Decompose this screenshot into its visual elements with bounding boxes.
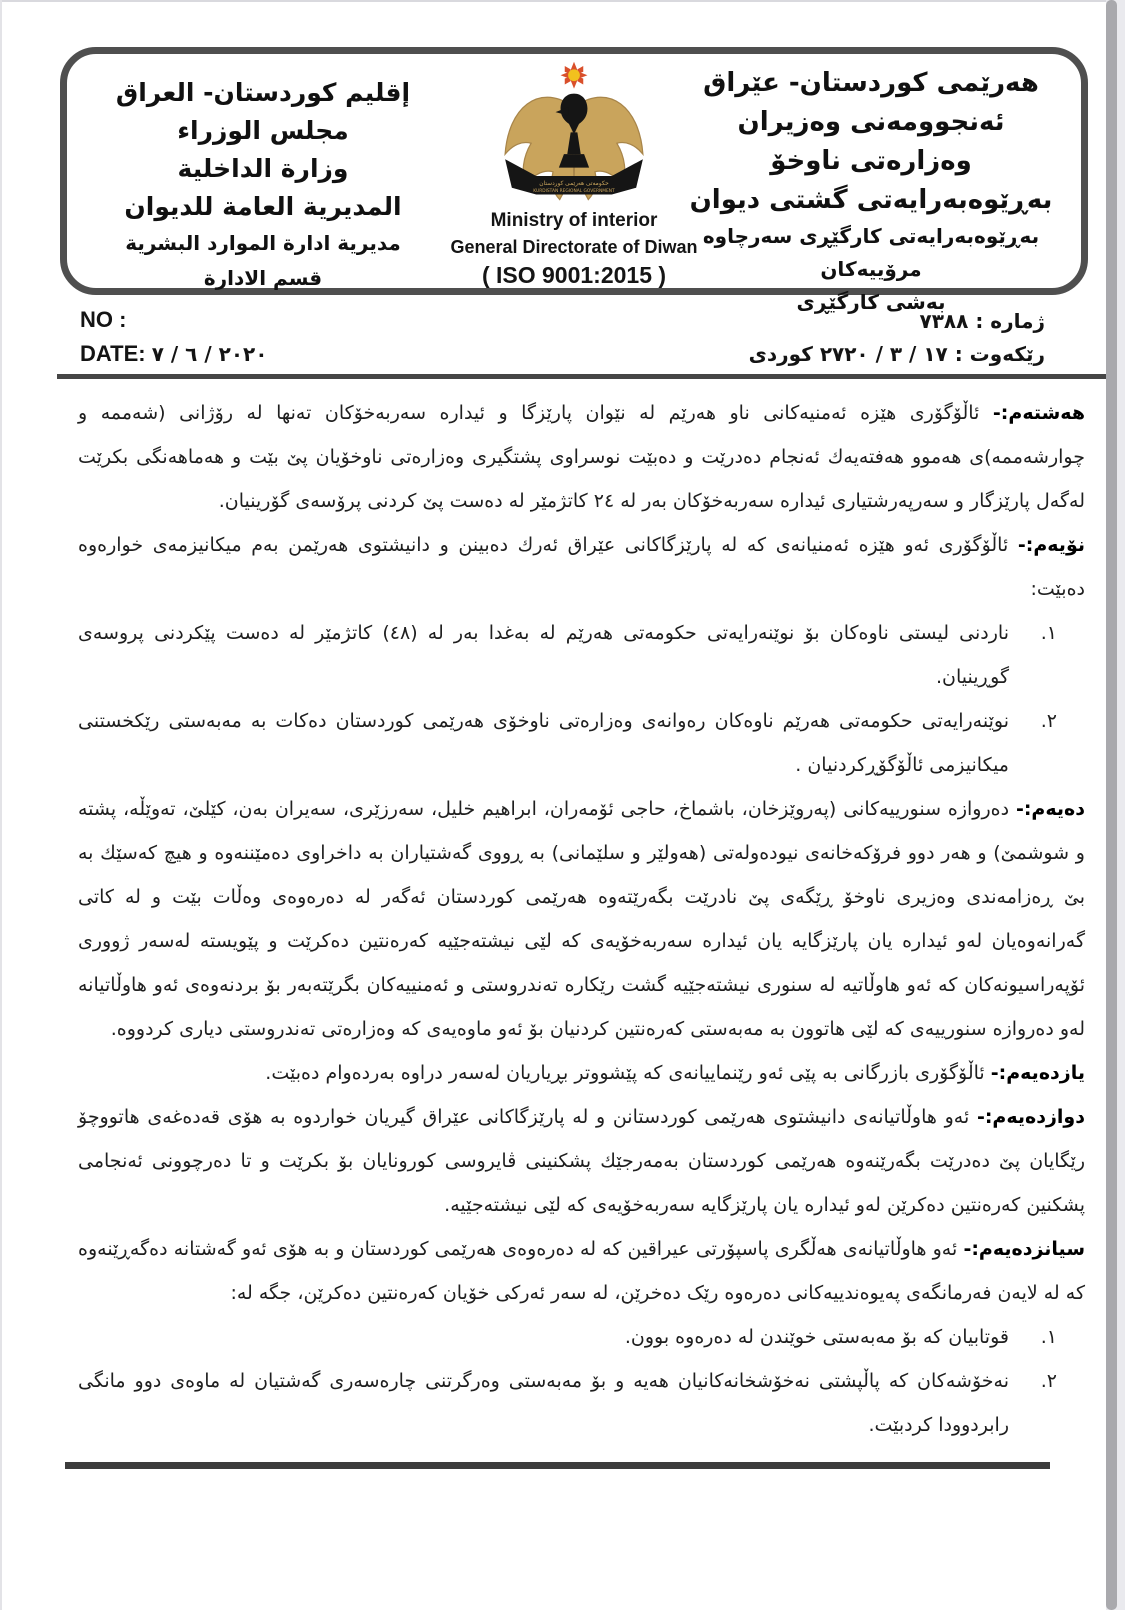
list-item-text: قوتابیان که بۆ مەبەستی خوێندن له دەرەوه بوون. — [624, 1326, 1009, 1348]
paragraph-lead: نۆیەم:- — [1017, 534, 1085, 556]
list-item-marker: ٢. — [1040, 710, 1057, 732]
body-list-item — [78, 699, 1085, 787]
kurdish-line: وەزارەتی ناوخۆ — [770, 146, 972, 176]
iso-certification-line: ( ISO 9001:2015 ) — [481, 262, 667, 288]
emblem-ribbon-english-text: KURDISTAN REGIONAL GOVERNMENT — [533, 188, 615, 194]
list-item-text: ناردنی لیستی ناوەکان بۆ نوێنەرایەتی حکومەتی هەرێم له بەغدا بەر له (٤٨) کاتژمێر له دەست پێکردنی پروسەی گوڕینیان. — [78, 622, 1009, 688]
body-paragraph: یازدەیەم:- ئاڵۆگۆری بازرگانی به پێی ئەو رێنماییانەی که پێشووتر بڕیاریان لەسەر دراوه بەردەوام دەبێت. — [265, 1062, 1085, 1084]
kurdish-date-value: ١٧ / ٣ / ٢٧٢٠ — [819, 342, 948, 366]
paragraph-lead: سیانزدەیەم:- — [963, 1238, 1085, 1260]
list-item-marker: ١. — [1040, 1326, 1057, 1348]
letterhead-kurdish-column — [671, 64, 1071, 319]
emblem-ribbon-kurdish-text: حکومەتی هەرێمی کوردستان — [539, 181, 609, 188]
number-label: ژماره : — [975, 309, 1045, 333]
paragraph-lead: هەشتەم:- — [992, 402, 1085, 424]
header-divider-rule — [57, 374, 1106, 379]
body-list-item — [78, 1359, 1085, 1447]
letterhead-box — [60, 47, 1088, 314]
list-item-marker: ٢. — [1040, 1370, 1057, 1392]
body-paragraph: نۆیەم:- ئاڵۆگۆری ئەو هێزه ئەمنیانەی که له پارێزگاکانی عێراق ئەرك دەبینن و دانیشتوی هەرێمن بەم میکانیزمەی خوارەوه دەبێت: — [78, 534, 1085, 600]
body-paragraph: دوازدەیەم:- ئەو هاوڵاتیانەی دانیشتوی هەرێمی کوردستانن و له پارێزگاکانی عێراق گیریان خواردوه به هۆی قەدەغەی هاتووچۆ رێگایان پێ دەدرێت بگەرێنەوه هەرێمی کوردستان بەمەرجێك پشکنینی ڤایروسی کورونایان بۆ بکرێت و تا دەرچوونی ئەنجامی پشکنین کەرەنتین دەکرێن لەو ئیداره یان پارێزگایه سەربەخۆیەی که لێی نیشتەجێیه. — [78, 1106, 1085, 1216]
kurdish-line: بەڕێوەبەرایەتی کارگێڕی سەرچاوە مرۆییەکان — [702, 224, 1040, 281]
arabic-line: إقليم كوردستان- العراق — [115, 78, 411, 107]
body-list-item — [78, 1315, 1085, 1359]
body-paragraph: دەیەم:- دەروازه سنورییەکانی (پەروێزخان، باشماخ، حاجی ئۆمەران، ابراهیم خلیل، سەرزێری، سەیران بەن، کێلێ، تەوێڵه، پشته و شوشمێ) و هەر دوو فرۆکەخانەی نیودەولەتی (هەولێر و سلێمانی) به ڕووی گەشتیاران به داخراوی دەمێننەوه و هیچ کەسێك به بێ ڕەزامەندی وەزیری ناوخۆ ڕێگەی پێ نادرێت بگەرێتەوه هەرێمی کوردستان ئەگەر له دەرەوەی وەڵات بێت و له کاتی گەرانەوەیان لەو ئیداره یان پارێزگایه یان ئیداره سەربەخۆیەی که لێی نیشتەجێیه کەرەنتین دەکرێت و پێویسته لەسەر ژووری ئۆپەراسیونەکان که ئەو هاوڵاتیه له سنوری نیشتەجێیه گشت رێکاره تەندروستی و ئەمنییەکان بگرێتەبەر بۆ بردنەوەی ئەو هاوڵاتیانه لەو دەروازه سنورییەی که لێی هاتوون به مەبەستی کەرەنتین کردنیان بۆ ئەو ماوەیەی که وەزارەتی تەندروستی دیاری کردووه. — [78, 798, 1085, 1040]
arabic-line: مجلس الوزراء — [177, 116, 349, 145]
body-paragraph: سیانزدەیەم:- ئەو هاوڵاتیانەی هەڵگری پاسپۆرتی عیراقین که له دەرەوەی هەرێمی کوردستان و به هۆی ئەو گەشتانه دەگەڕێنەوه که له لایەن فەرمانگەی پەیوەندییەکانی دەرەوه رێک دەخرێن، له سەر ئەرکی خۆیان کەرەنتین دەکرێن، جگه له: — [78, 1238, 1085, 1304]
letterhead-center — [424, 60, 724, 290]
kurdish-date-suffix: کوردی — [748, 342, 813, 366]
arabic-line: مديرية ادارة الموارد البشرية — [125, 231, 401, 255]
directorate-english-line: General Directorate of Diwan — [450, 237, 698, 257]
bottom-divider-rule — [65, 1462, 1050, 1469]
list-item-text: نەخۆشەکان که پاڵپشتی نەخۆشخانەکانیان هەیه و بۆ مەبەستی وەرگرتنی چارەسەری گەشتیان له ماوەی دوو مانگی رابردوودا کردبێت. — [78, 1370, 1009, 1436]
reference-right-block — [749, 305, 1045, 371]
number-value: ٧٣٨٨ — [919, 309, 969, 333]
kurdish-line: بەشی کارگێڕی — [796, 290, 946, 314]
kurdish-date-label: رێکەوت : — [954, 342, 1045, 366]
kurdish-line: بەڕێوەبەرایەتی گشتی دیوان — [689, 185, 1053, 215]
page-edge-left — [0, 0, 2, 1610]
arabic-line: وزارة الداخلية — [177, 154, 349, 183]
document-body — [78, 391, 1085, 1447]
scrollbar-track[interactable] — [1106, 0, 1125, 1610]
krg-eagle-emblem-icon — [490, 60, 658, 208]
page-edge-top — [0, 0, 1125, 2]
date-label: DATE: — [80, 341, 146, 366]
letterhead-arabic-column — [83, 74, 443, 296]
scrollbar-thumb[interactable] — [1106, 0, 1117, 1610]
arabic-line: المديرية العامة للديوان — [124, 192, 402, 221]
body-list-item — [78, 611, 1085, 699]
paragraph-lead: دوازدەیەم:- — [976, 1106, 1085, 1128]
ministry-english-line: Ministry of interior — [490, 210, 658, 231]
paragraph-lead: یازدەیەم:- — [990, 1062, 1085, 1084]
list-item-marker: ١. — [1040, 622, 1057, 644]
paragraph-lead: دەیەم:- — [1015, 798, 1085, 820]
date-value: ٢٠٢٠ / ٦ / ٧ — [151, 342, 268, 366]
no-label: NO : — [80, 307, 127, 332]
kurdish-line: ئەنجوومەنی وەزیران — [737, 107, 1005, 137]
kurdish-line: هەرێمی کوردستان- عێراق — [703, 68, 1039, 98]
list-item-text: نوێنەرایەتی حکومەتی هەرێم ناوەکان رەوانەی وەزارەتی ناوخۆی هەرێمی کوردستان دەکات به مەبەستی رێکخستنی میکانیزمی ئاڵۆگۆڕکردنیان . — [78, 710, 1009, 776]
reference-left-block — [80, 303, 267, 371]
arabic-line: قسم الادارة — [203, 266, 323, 290]
body-paragraph: هەشتەم:- ئاڵۆگۆری هێزه ئەمنیەکانی ناو هەرێم له نێوان پارێزگا و ئیداره سەربەخۆکان تەنها له رۆژانی (شەممه و چوارشەممه)ی هەموو هەفتەیەك ئەنجام دەدرێت و دەبێت نوسراوی پشتگیری وەزارەتی ناوخۆیان پێ بێت و هەماهەنگی بکرێت لەگەل پارێزگار و سەرپەرشتیاری ئیداره سەربەخۆکان بەر له ٢٤ کاتژمێر له دەست پێ کردنی پرۆسەی گۆرینیان. — [78, 402, 1085, 512]
